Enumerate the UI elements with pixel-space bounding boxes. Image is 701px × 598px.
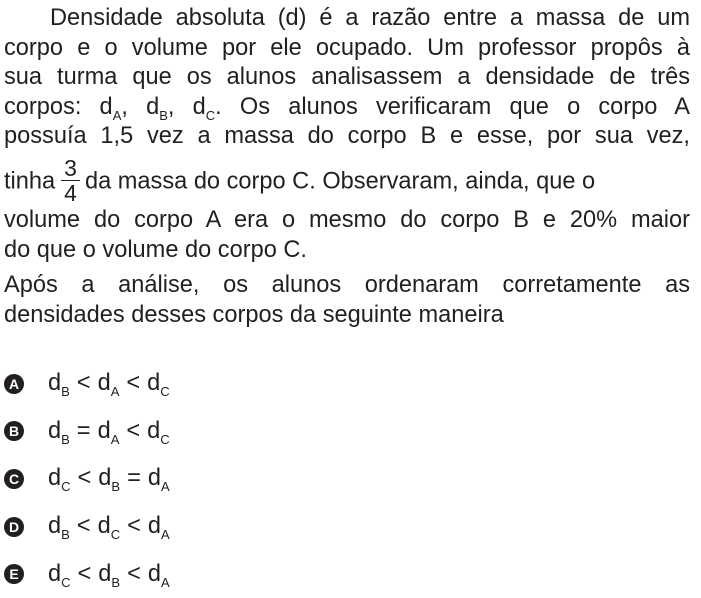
stem-line-9: Após a análise, os alunos ordenaram corretamente as <box>4 272 690 299</box>
stem-line-3: sua turma que os alunos analisassem a densidade de três <box>4 64 690 91</box>
relation-symbol: < <box>77 465 92 492</box>
relation-symbol: = <box>127 465 141 492</box>
density-symbol: d <box>147 560 161 587</box>
subscript: A <box>161 574 170 590</box>
density-symbol: d <box>97 417 111 444</box>
fraction-numerator: 3 <box>61 156 80 181</box>
question-stem <box>4 4 690 330</box>
option-b[interactable] <box>4 408 170 456</box>
subscript: C <box>61 574 71 590</box>
density-symbol: d <box>147 370 161 397</box>
stem-line-6 <box>4 152 690 206</box>
subscript: B <box>61 431 70 447</box>
paragraph-2 <box>4 271 690 330</box>
option-text <box>48 513 170 543</box>
density-symbol: d <box>98 465 112 492</box>
option-letter-badge: C <box>4 469 24 489</box>
subscript: B <box>61 527 70 543</box>
fraction <box>61 156 80 205</box>
subscript: A <box>110 384 120 400</box>
option-text <box>48 370 170 400</box>
density-symbol: d <box>48 417 62 444</box>
stem-line-8: do que o volume do corpo C. <box>4 236 307 263</box>
paragraph-1 <box>4 4 690 265</box>
text-run: corpos: d <box>4 93 113 120</box>
relation-symbol: < <box>126 417 141 444</box>
stem-line-7: volume do corpo A era o mesmo do corpo B e 20% maior <box>4 206 690 233</box>
answer-options <box>4 360 170 598</box>
subscript: C <box>160 431 170 447</box>
subscript: C <box>110 527 121 543</box>
subscript: B <box>61 384 70 400</box>
density-symbol: d <box>147 513 161 540</box>
subscript: A <box>161 527 170 543</box>
density-symbol: d <box>48 465 62 492</box>
option-letter-badge: D <box>4 517 24 537</box>
subscript: B <box>111 479 121 495</box>
relation-symbol: < <box>126 370 141 397</box>
option-text <box>48 418 170 445</box>
option-text <box>48 465 170 495</box>
stem-line-2: corpo e o volume por ele ocupado. Um professor propôs à <box>4 34 690 61</box>
subscript: A <box>110 431 120 447</box>
fraction-denominator: 4 <box>64 179 77 206</box>
text-run: tinha <box>4 168 56 195</box>
option-d[interactable] <box>4 503 170 551</box>
option-letter-badge: B <box>4 421 24 441</box>
density-symbol: d <box>97 370 111 397</box>
density-symbol: d <box>147 417 161 444</box>
subscript: A <box>161 479 170 495</box>
relation-symbol: < <box>77 560 92 587</box>
option-letter-badge: A <box>4 374 24 394</box>
option-e[interactable] <box>4 550 170 598</box>
subscript: C <box>205 107 216 123</box>
relation-symbol: < <box>76 513 91 540</box>
option-text <box>48 561 170 588</box>
density-symbol: d <box>48 370 62 397</box>
subscript: B <box>111 574 121 590</box>
text-run: , d <box>121 93 160 120</box>
subscript: C <box>61 479 71 495</box>
relation-symbol: < <box>127 560 141 587</box>
density-symbol: d <box>48 560 62 587</box>
relation-symbol: < <box>127 513 141 540</box>
density-symbol: d <box>98 560 112 587</box>
subscript: A <box>112 107 122 123</box>
relation-symbol: = <box>76 417 91 444</box>
relation-symbol: < <box>76 370 91 397</box>
subscript: C <box>160 384 170 400</box>
subscript: B <box>159 107 168 123</box>
stem-line-1: Densidade absoluta (d) é a razão entre a massa de um <box>50 5 690 31</box>
option-a[interactable] <box>4 360 170 408</box>
density-symbol: d <box>48 513 62 540</box>
option-c[interactable] <box>4 455 170 503</box>
text-run: . Os alunos verificaram que o corpo A <box>215 93 691 120</box>
text-run: da massa do corpo C. Observaram, ainda, que o <box>84 168 596 195</box>
text-run: , d <box>167 93 206 120</box>
stem-line-4 <box>4 93 690 123</box>
stem-line-5: possuía 1,5 vez a massa do corpo B e esse, por sua vez, <box>4 123 690 150</box>
density-symbol: d <box>147 465 161 492</box>
stem-line-10: densidades desses corpos da seguinte maneira <box>4 301 504 328</box>
option-letter-badge: E <box>4 564 24 584</box>
density-symbol: d <box>97 513 111 540</box>
